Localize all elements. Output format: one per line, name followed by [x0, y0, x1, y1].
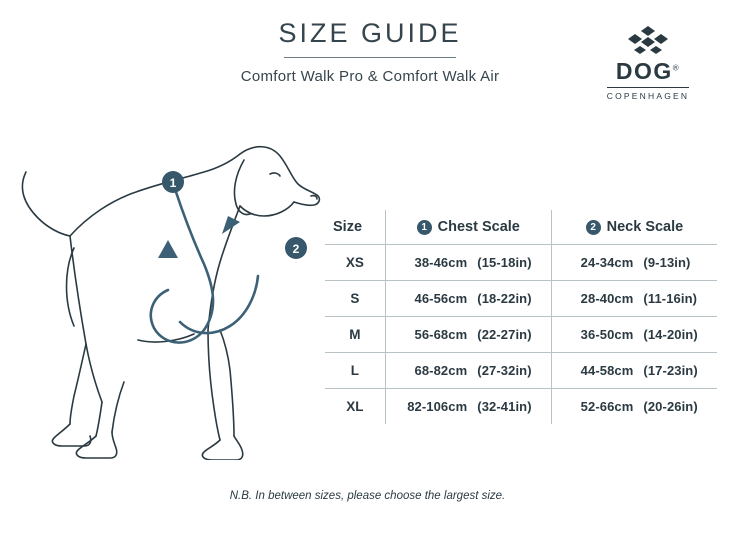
cell-size: M: [325, 317, 385, 353]
cell-chest-in: (32-41in): [477, 399, 532, 414]
cell-neck-in: (9-13in): [643, 255, 691, 270]
brand-name-text: DOG: [615, 58, 673, 84]
cell-size: L: [325, 353, 385, 389]
dog-copenhagen-diamond-logo-icon: [618, 26, 678, 56]
cell-chest-in: (15-18in): [477, 255, 532, 270]
cell-neck-cm: 24-34cm: [580, 255, 634, 270]
header-neck-label: Neck Scale: [606, 219, 684, 235]
chest-marker-label: 1: [169, 176, 177, 190]
cell-chest: [385, 353, 551, 389]
cell-chest-cm: 56-68cm: [414, 327, 468, 342]
cell-neck-in: (14-20in): [643, 327, 698, 342]
cell-neck: [551, 389, 717, 425]
chest-badge: 1: [417, 220, 432, 235]
dog-illustration: [8, 130, 328, 460]
size-table-head: [325, 210, 717, 245]
cell-size: S: [325, 281, 385, 317]
page-header: [0, 18, 735, 108]
cell-chest-in: (22-27in): [477, 327, 532, 342]
cell-size: XL: [325, 389, 385, 425]
neck-badge: 2: [586, 220, 601, 235]
footnote: N.B. In between sizes, please choose the largest size.: [229, 490, 506, 502]
cell-chest: [385, 389, 551, 425]
cell-chest-cm: 38-46cm: [414, 255, 468, 270]
cell-neck-cm: 28-40cm: [580, 291, 634, 306]
size-table-body: [325, 245, 717, 425]
cell-chest-cm: 46-56cm: [414, 291, 468, 306]
table-row: [325, 389, 717, 425]
header-size: Size: [325, 210, 385, 245]
table-row: [325, 317, 717, 353]
table-row: [325, 245, 717, 281]
title-block: [180, 18, 560, 85]
cell-neck-in: (11-16in): [643, 291, 698, 306]
table-row: [325, 353, 717, 389]
cell-chest: [385, 245, 551, 281]
page-subtitle: Comfort Walk Pro & Comfort Walk Air: [240, 68, 500, 85]
table-row: [325, 281, 717, 317]
brand-logo: [583, 26, 713, 104]
cell-chest: [385, 281, 551, 317]
cell-neck: [551, 281, 717, 317]
size-table-wrap: [325, 210, 717, 424]
cell-chest-in: (27-32in): [477, 363, 532, 378]
brand-name: [616, 60, 680, 83]
brand-subtitle: COPENHAGEN: [607, 87, 689, 101]
page-title: SIZE GUIDE: [278, 18, 462, 48]
cell-chest-in: (18-22in): [477, 291, 532, 306]
neck-marker-label: 2: [292, 242, 300, 256]
cell-neck-in: (20-26in): [643, 399, 698, 414]
table-header-row: [325, 210, 717, 245]
cell-neck: [551, 353, 717, 389]
cell-neck-in: (17-23in): [643, 363, 698, 378]
size-table: [325, 210, 717, 424]
cell-chest-cm: 82-106cm: [407, 399, 468, 414]
cell-neck: [551, 245, 717, 281]
header-chest-label: Chest Scale: [437, 219, 520, 235]
brand-registered-mark: ®: [672, 63, 681, 73]
cell-neck: [551, 317, 717, 353]
cell-neck-cm: 52-66cm: [580, 399, 634, 414]
cell-chest-cm: 68-82cm: [414, 363, 468, 378]
title-divider: [284, 57, 456, 58]
header-chest-scale: [385, 210, 551, 245]
header-neck-scale: [551, 210, 717, 245]
cell-chest: [385, 317, 551, 353]
cell-neck-cm: 36-50cm: [580, 327, 634, 342]
cell-neck-cm: 44-58cm: [580, 363, 634, 378]
cell-size: XS: [325, 245, 385, 281]
